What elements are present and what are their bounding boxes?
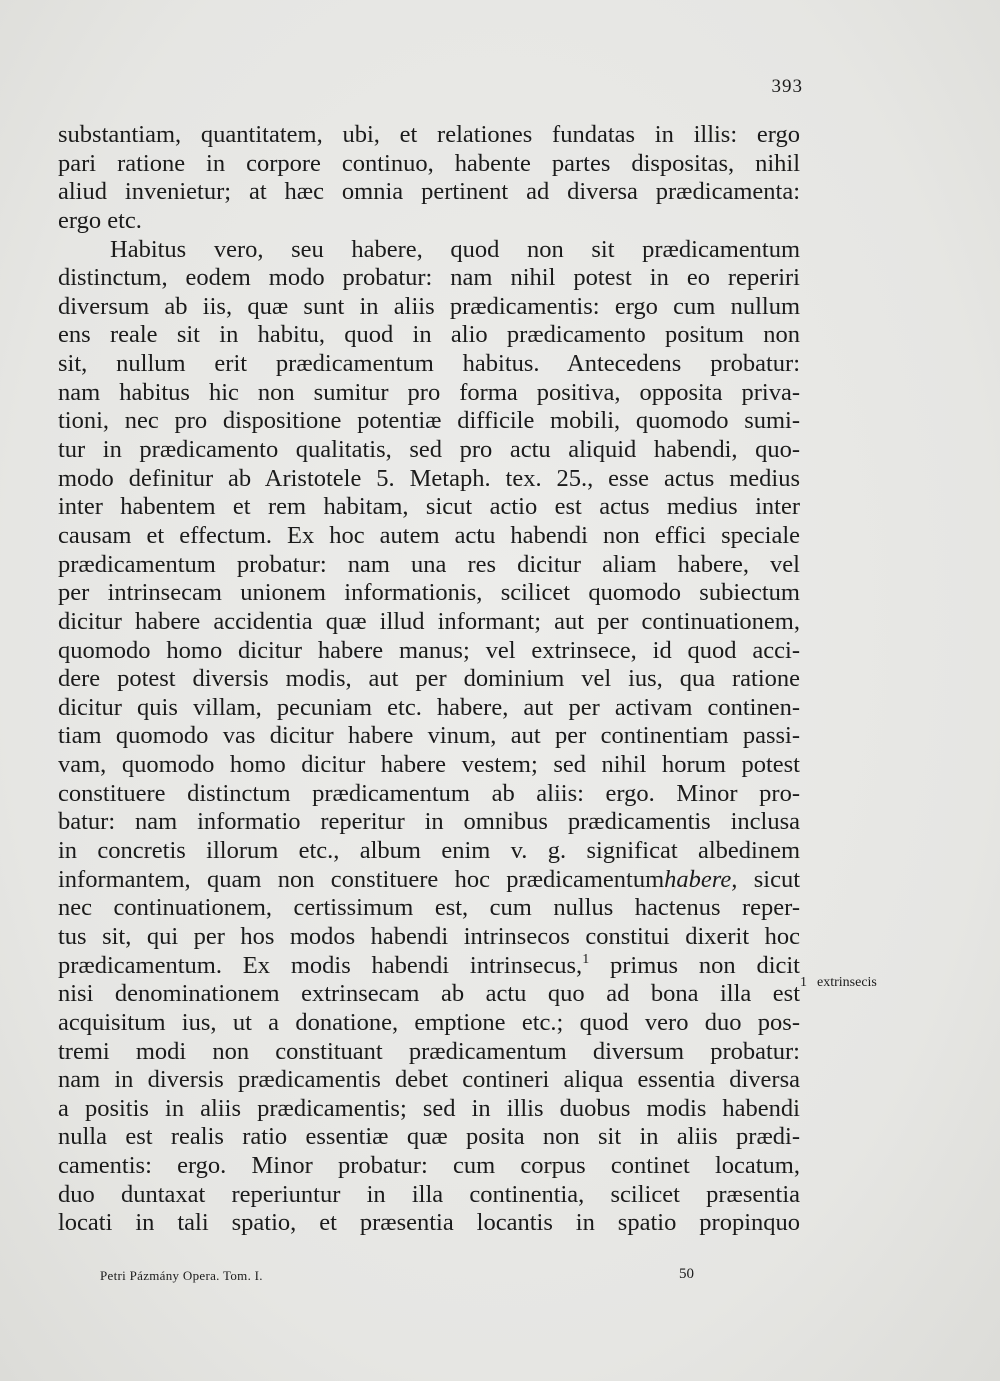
text-line: inter habentem et rem habitam, sicut actio est actus medius inter — [58, 493, 800, 521]
text-line: pari ratione in corpore continuo, habente partes dispositas, nihil — [58, 149, 800, 177]
text-line-with-footnote — [58, 952, 800, 981]
line-text: prædicamentum. Ex modis habendi intrinsecus, — [58, 951, 583, 979]
text-line: nec continuationem, certissimum est, cum nullus hactenus reper- — [58, 894, 800, 922]
italic-word: habere, — [664, 865, 738, 893]
text-line: modo definitur ab Aristotele 5. Metaph. tex. 25., esse actus medius — [58, 464, 800, 492]
text-line: tur in prædicamento qualitatis, sed pro actu aliquid habendi, quo- — [58, 436, 800, 464]
text-line: quomodo homo dicitur habere manus; vel extrinsece, id quod acci- — [58, 636, 800, 664]
text-line: causam et effectum. Ex hoc autem actu habendi non effici speciale — [58, 521, 800, 549]
text-line: prædicamentum probatur: nam una res dicitur aliam habere, vel — [58, 550, 800, 578]
line-text-after: sicut — [737, 865, 800, 893]
text-line: nam habitus hic non sumitur pro forma positiva, opposita priva- — [58, 378, 800, 406]
text-line: per intrinsecam unionem informationis, scilicet quomodo subiectum — [58, 579, 800, 607]
text-line: dicitur habere accidentia quæ illud informant; aut per continuationem, — [58, 607, 800, 635]
text-line: vam, quomodo homo dicitur habere vestem; sed nihil horum potest — [58, 751, 800, 779]
text-line-with-italic — [58, 866, 800, 895]
text-line: dicitur quis villam, pecuniam etc. habere, aut per activam continen- — [58, 693, 800, 721]
margin-note-mark: 1 — [800, 975, 807, 990]
body-text — [58, 121, 800, 1238]
text-line: batur: nam informatio reperitur in omnibus prædicamentis inclusa — [58, 808, 800, 836]
page-number: 393 — [771, 76, 803, 97]
line-text: informantem, quam non constituere hoc prædicamentum — [58, 865, 665, 893]
footer-signature: Petri Pázmány Opera. Tom. I. — [100, 1268, 263, 1283]
text-line: locati in tali spatio, et præsentia locantis in spatio propinquo — [58, 1209, 800, 1237]
text-line: tiam quomodo vas dicitur habere vinum, aut per continentiam passi- — [58, 722, 800, 750]
text-line: acquisitum ius, ut a donatione, emptione etc.; quod vero duo pos- — [58, 1008, 800, 1036]
paragraph-start-line: Habitus vero, seu habere, quod non sit prædicamentum — [110, 235, 800, 263]
footnote-marker: 1 — [582, 951, 590, 967]
text-line: tioni, nec pro dispositione potentiæ difficile mobili, quomodo sumi- — [58, 407, 800, 435]
margin-note — [800, 975, 877, 991]
text-line: diversum ab iis, quæ sunt in aliis prædicamentis: ergo cum nullum — [58, 292, 800, 320]
text-line: in concretis illorum etc., album enim v. g. significat albedinem — [58, 837, 800, 865]
text-line: tus sit, qui per hos modos habendi intrinsecos constitui dixerit hoc — [58, 922, 800, 950]
text-line: nam in diversis prædicamentis debet contineri aliqua essentia diversa — [58, 1066, 800, 1094]
text-line: aliud invenietur; at hæc omnia pertinent ad diversa prædicamenta: — [58, 178, 800, 206]
text-line: ens reale sit in habitu, quod in alio prædicamento positum non — [58, 321, 800, 349]
text-line: distinctum, eodem modo probatur: nam nihil potest in eo reperiri — [58, 264, 800, 292]
line-text-after: primus non dicit — [589, 951, 800, 979]
text-line: dere potest diversis modis, aut per dominium vel ius, qua ratione — [58, 665, 800, 693]
text-line: camentis: ergo. Minor probatur: cum corpus continet locatum, — [58, 1152, 800, 1180]
margin-note-text: extrinsecis — [817, 975, 877, 990]
text-line: sit, nullum erit prædicamentum habitus. Antecedens probatur: — [58, 350, 800, 378]
text-line: constituere distinctum prædicamentum ab aliis: ergo. Minor pro- — [58, 779, 800, 807]
text-line: nisi denominationem extrinsecam ab actu quo ad bona illa est — [58, 980, 800, 1008]
text-line: substantiam, quantitatem, ubi, et relationes fundatas in illis: ergo — [58, 121, 800, 148]
text-line: duo duntaxat reperiuntur in illa continentia, scilicet præsentia — [58, 1180, 800, 1208]
footer-sheet-number: 50 — [679, 1266, 694, 1282]
text-line: tremi modi non constituant prædicamentum diversum probatur: — [58, 1037, 800, 1065]
text-line: ergo etc. — [58, 206, 142, 234]
text-line: nulla est realis ratio essentiæ quæ posita non sit in aliis prædi- — [58, 1123, 800, 1151]
text-line: a positis in aliis prædicamentis; sed in illis duobus modis habendi — [58, 1094, 800, 1122]
